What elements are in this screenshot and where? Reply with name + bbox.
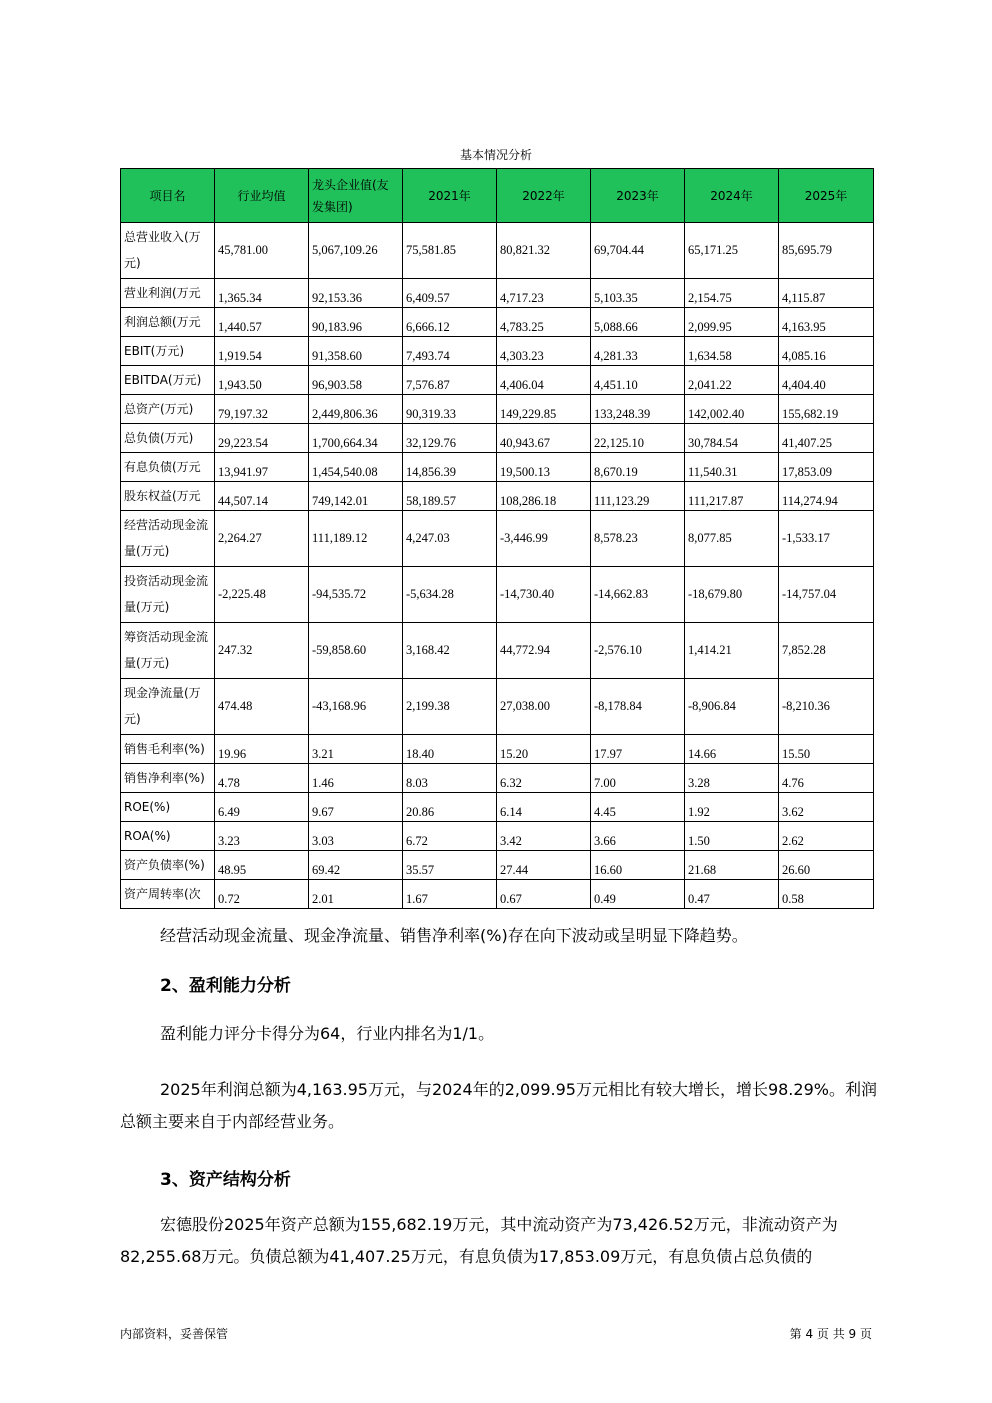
table-cell: 15.50 [779,735,874,764]
table-cell: 90,319.33 [403,395,497,424]
table-cell: 0.49 [591,880,685,909]
table-cell: 1.92 [685,793,779,822]
table-row [121,366,874,395]
table-cell: 18.40 [403,735,497,764]
row-label: 总资产(万元) [121,395,215,424]
table-row [121,453,874,482]
table-cell: 11,540.31 [685,453,779,482]
table-cell: 5,088.66 [591,308,685,337]
table-cell: 2,199.38 [403,679,497,735]
row-label: 总营业收入(万元) [121,223,215,279]
table-cell: -5,634.28 [403,567,497,623]
column-header: 2023年 [591,169,685,223]
footer-left: 内部资料，妥善保管 [120,1327,229,1341]
table-cell: 15.20 [497,735,591,764]
table-cell: 2,264.27 [215,511,309,567]
table-cell: -14,757.04 [779,567,874,623]
table-body [121,223,874,909]
table-cell: 5,067,109.26 [309,223,403,279]
table-row [121,223,874,279]
table-cell: 27,038.00 [497,679,591,735]
table-cell: 0.58 [779,880,874,909]
table-cell: 2.01 [309,880,403,909]
table-cell: 40,943.67 [497,424,591,453]
row-label: 有息负债(万元 [121,453,215,482]
column-header: 项目名 [121,169,215,223]
table-cell: 69,704.44 [591,223,685,279]
table-cell: 7,493.74 [403,337,497,366]
table-cell: 111,217.87 [685,482,779,511]
table-cell: 0.67 [497,880,591,909]
table-row [121,279,874,308]
table-cell: 6.14 [497,793,591,822]
table-cell: 35.57 [403,851,497,880]
table-cell: 247.32 [215,623,309,679]
table-cell: 75,581.85 [403,223,497,279]
row-label: EBIT(万元) [121,337,215,366]
row-label: EBITDA(万元) [121,366,215,395]
table-row [121,793,874,822]
table-cell: 0.47 [685,880,779,909]
table-cell: 3.03 [309,822,403,851]
table-cell: 79,197.32 [215,395,309,424]
table-cell: -14,730.40 [497,567,591,623]
table-cell: 1,919.54 [215,337,309,366]
table-cell: 92,153.36 [309,279,403,308]
table-cell: 3,168.42 [403,623,497,679]
table-cell: 6.32 [497,764,591,793]
table-cell: 155,682.19 [779,395,874,424]
table-cell: 111,189.12 [309,511,403,567]
table-cell: 4.78 [215,764,309,793]
table-cell: 1,440.57 [215,308,309,337]
table-cell: 3.62 [779,793,874,822]
footer-page-number: 第 4 页 共 9 页 [789,1327,872,1341]
table-cell: 21.68 [685,851,779,880]
table-cell: 1,414.21 [685,623,779,679]
table-caption: 基本情况分析 [459,148,532,162]
column-header: 行业均值 [215,169,309,223]
table-cell: 4,406.04 [497,366,591,395]
table-cell: 7.00 [591,764,685,793]
table-cell: 3.28 [685,764,779,793]
table-cell: 91,358.60 [309,337,403,366]
row-label: 利润总额(万元 [121,308,215,337]
table-cell: 749,142.01 [309,482,403,511]
table-cell: -59,858.60 [309,623,403,679]
row-label: 资产负债率(%) [121,851,215,880]
table-cell: 32,129.76 [403,424,497,453]
table-cell: 3.23 [215,822,309,851]
table-cell: 19,500.13 [497,453,591,482]
table-cell: 27.44 [497,851,591,880]
table-cell: 4,085.16 [779,337,874,366]
table-cell: 22,125.10 [591,424,685,453]
row-label: 销售净利率(%) [121,764,215,793]
table-cell: 474.48 [215,679,309,735]
table-cell: 3.21 [309,735,403,764]
table-cell: -8,906.84 [685,679,779,735]
table-cell: 26.60 [779,851,874,880]
table-cell: 14,856.39 [403,453,497,482]
table-cell: 8,077.85 [685,511,779,567]
row-label: 筹资活动现金流量(万元) [121,623,215,679]
row-label: ROA(%) [121,822,215,851]
table-cell: 90,183.96 [309,308,403,337]
table-cell: 4,783.25 [497,308,591,337]
table-cell: 3.42 [497,822,591,851]
table-cell: -14,662.83 [591,567,685,623]
table-cell: -2,225.48 [215,567,309,623]
table-cell: 1.50 [685,822,779,851]
table-cell: 1,365.34 [215,279,309,308]
table-cell: 4.76 [779,764,874,793]
table-cell: 80,821.32 [497,223,591,279]
column-header: 2024年 [685,169,779,223]
table-cell: 8,578.23 [591,511,685,567]
row-label: 营业利润(万元 [121,279,215,308]
table-cell: 17.97 [591,735,685,764]
table-cell: 0.72 [215,880,309,909]
table-cell: 142,002.40 [685,395,779,424]
table-cell: 2,099.95 [685,308,779,337]
table-cell: 4,303.23 [497,337,591,366]
table-cell: 1,943.50 [215,366,309,395]
row-label: 总负债(万元) [121,424,215,453]
table-cell: 4,163.95 [779,308,874,337]
row-label: ROE(%) [121,793,215,822]
table-row [121,337,874,366]
profit-growth-text: 2025年利润总额为4,163.95万元，与2024年的2,099.95万元相比有较大增长，增长98.29%。利润总额主要来自于内部经营业务。 [120,1080,877,1131]
table-cell: 9.67 [309,793,403,822]
table-cell: 45,781.00 [215,223,309,279]
table-cell: 44,507.14 [215,482,309,511]
table-cell: 20.86 [403,793,497,822]
table-cell: 17,853.09 [779,453,874,482]
table-row [121,395,874,424]
table-cell: 14.66 [685,735,779,764]
table-cell: 114,274.94 [779,482,874,511]
table-cell: -8,210.36 [779,679,874,735]
table-cell: 29,223.54 [215,424,309,453]
row-label: 投资活动现金流量(万元) [121,567,215,623]
table-header-row [121,169,874,223]
column-header: 2025年 [779,169,874,223]
table-cell: 7,576.87 [403,366,497,395]
table-cell: 6.72 [403,822,497,851]
financial-table [120,168,874,909]
table-cell: 4,115.87 [779,279,874,308]
table-cell: 69.42 [309,851,403,880]
table-cell: 1,634.58 [685,337,779,366]
table-cell: 5,103.35 [591,279,685,308]
table-cell: 4,451.10 [591,366,685,395]
table-row [121,482,874,511]
table-cell: 8,670.19 [591,453,685,482]
table-row [121,735,874,764]
table-cell: -43,168.96 [309,679,403,735]
table-cell: 65,171.25 [685,223,779,279]
table-cell: 16.60 [591,851,685,880]
asset-structure-text: 宏德股份2025年资产总额为155,682.19万元，其中流动资产为73,426.52万元，非流动资产为82,255.68万元。负债总额为41,407.25万元，有息负债为17,853.09万元，有息负债占总负债的 [120,1215,838,1266]
row-label: 股东权益(万元 [121,482,215,511]
table-cell: 8.03 [403,764,497,793]
table-cell: 4,717.23 [497,279,591,308]
table-row [121,679,874,735]
table-cell: 3.66 [591,822,685,851]
table-cell: 41,407.25 [779,424,874,453]
table-cell: 4,247.03 [403,511,497,567]
table-cell: 6,666.12 [403,308,497,337]
table-cell: 6,409.57 [403,279,497,308]
table-row [121,623,874,679]
table-row [121,822,874,851]
table-cell: 1.46 [309,764,403,793]
table-cell: 149,229.85 [497,395,591,424]
profitability-score-text: 盈利能力评分卡得分为64，行业内排名为1/1。 [160,1024,495,1043]
table-cell: -18,679.80 [685,567,779,623]
table-row [121,511,874,567]
table-cell: 13,941.97 [215,453,309,482]
table-cell: 2.62 [779,822,874,851]
row-label: 经营活动现金流量(万元) [121,511,215,567]
table-cell: 48.95 [215,851,309,880]
table-cell: 30,784.54 [685,424,779,453]
table-cell: 108,286.18 [497,482,591,511]
trend-note: 经营活动现金流量、现金净流量、销售净利率(%)存在向下波动或呈明显下降趋势。 [160,926,748,945]
table-cell: 7,852.28 [779,623,874,679]
table-cell: -94,535.72 [309,567,403,623]
column-header: 2021年 [403,169,497,223]
table-cell: 96,903.58 [309,366,403,395]
table-cell: 111,123.29 [591,482,685,511]
table-cell: -8,178.84 [591,679,685,735]
table-row [121,308,874,337]
table-cell: 4.45 [591,793,685,822]
table-cell: 4,404.40 [779,366,874,395]
table-cell: 1.67 [403,880,497,909]
section-heading-profitability: 2、盈利能力分析 [160,976,291,996]
table-cell: 2,041.22 [685,366,779,395]
table-row [121,764,874,793]
table-row [121,567,874,623]
section-heading-asset-structure: 3、资产结构分析 [160,1170,291,1190]
row-label: 资产周转率(次 [121,880,215,909]
table-cell: 2,154.75 [685,279,779,308]
table-cell: 6.49 [215,793,309,822]
table-cell: 1,454,540.08 [309,453,403,482]
table-cell: 133,248.39 [591,395,685,424]
table-cell: 1,700,664.34 [309,424,403,453]
table-cell: 4,281.33 [591,337,685,366]
table-cell: 44,772.94 [497,623,591,679]
table-row [121,851,874,880]
table-cell: 85,695.79 [779,223,874,279]
table-cell: -2,576.10 [591,623,685,679]
column-header: 2022年 [497,169,591,223]
table-cell: 2,449,806.36 [309,395,403,424]
table-row [121,424,874,453]
table-cell: -1,533.17 [779,511,874,567]
table-cell: 58,189.57 [403,482,497,511]
table-cell: 19.96 [215,735,309,764]
column-header: 龙头企业值(友发集团) [309,169,403,223]
row-label: 现金净流量(万元) [121,679,215,735]
row-label: 销售毛利率(%) [121,735,215,764]
table-row [121,880,874,909]
table-cell: -3,446.99 [497,511,591,567]
